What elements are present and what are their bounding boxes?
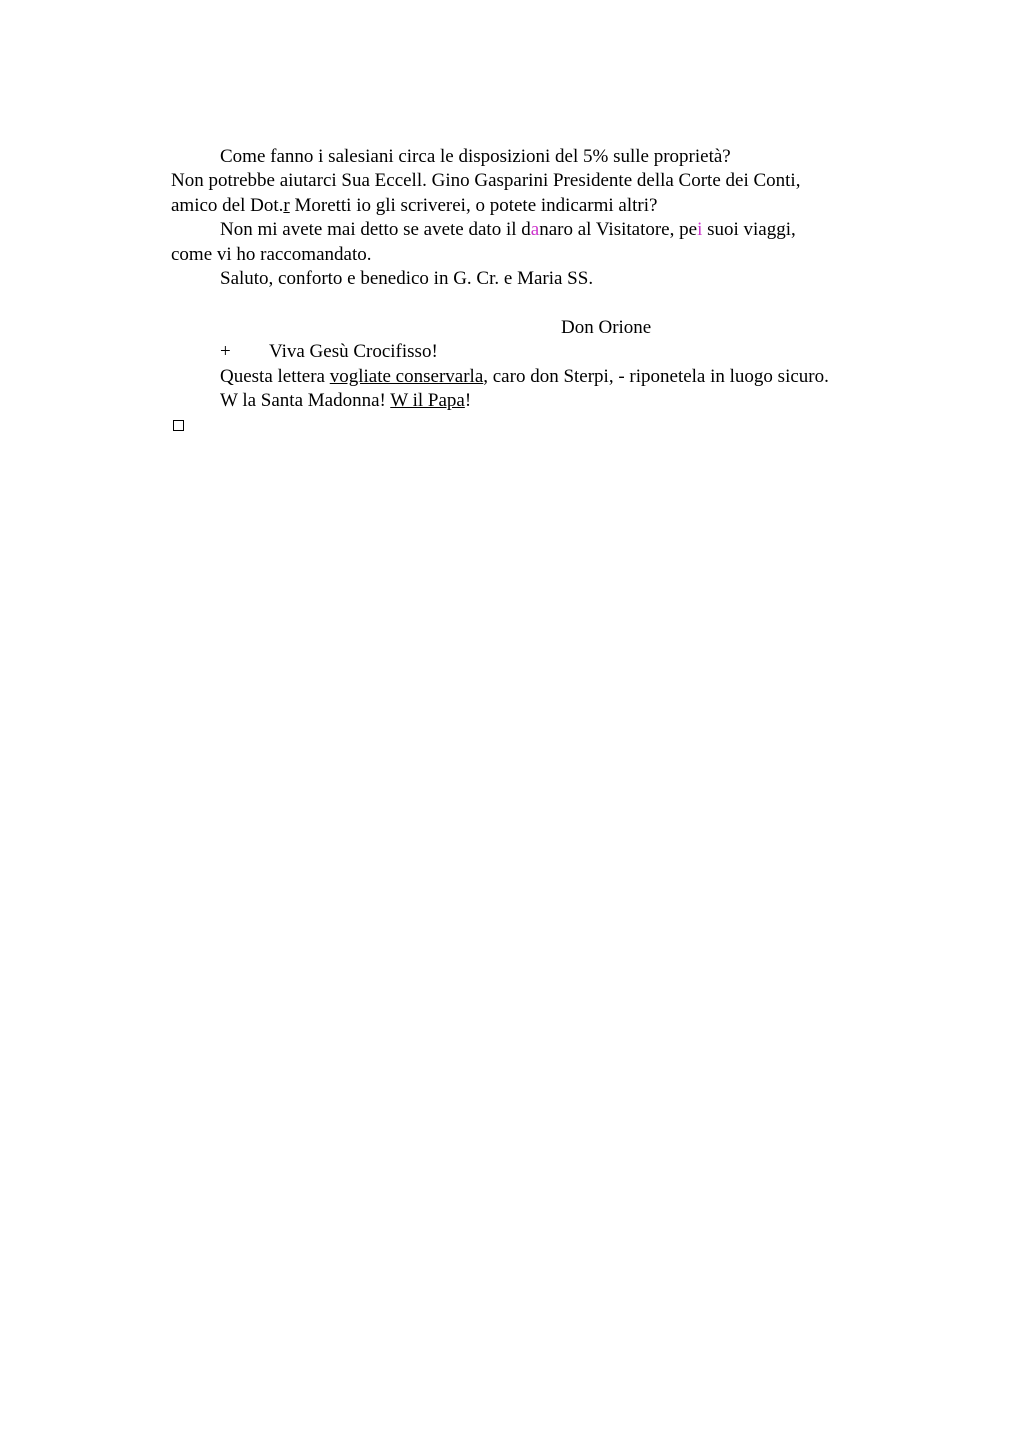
raccomandato-text: come vi ho raccomandato. [171,243,372,265]
conservarla-underlined: vogliate conservarla [329,365,484,387]
signature-text: Don Orione [561,316,652,338]
madonna-text-a: W la Santa Madonna! [220,389,391,411]
paragraph-gasparini-line-2 [171,194,891,218]
papa-underlined: W il Papa [390,389,465,411]
paragraph-salesiani [171,145,891,169]
paragraph-visitatore-line-1 [171,218,891,242]
conservarla-text-a: Questa lettera [220,365,330,387]
visitatore-text-c: suoi viaggi, [702,219,796,241]
moretti-text-b: Moretti io gli scriverei, o potete indicarmi altri? [289,194,658,216]
square-box-icon [173,420,184,431]
end-marker-line [171,413,891,437]
letter-body [171,145,891,438]
cross-symbol: + [220,341,231,363]
paragraph-gasparini-text: Non potrebbe aiutarci Sua Eccell. Gino Gasparini Presidente della Corte dei Conti, [171,170,801,192]
postscript-viva [171,340,891,364]
paragraph-gasparini-line-1 [171,169,891,193]
dottore-abbreviation: r [283,194,290,216]
visitatore-text-a: Non mi avete mai detto se avete dato il d [220,219,531,241]
highlighted-letter-a: a [530,219,540,241]
paragraph-saluto [171,267,891,291]
signature [171,316,891,340]
saluto-text: Saluto, conforto e benedico in G. Cr. e Maria SS. [220,267,594,289]
paragraph-visitatore-line-2 [171,243,891,267]
paragraph-salesiani-text: Come fanno i salesiani circa le disposizioni del 5% sulle proprietà? [220,146,731,167]
postscript-madonna [171,389,891,413]
conservarla-text-b: , caro don Sterpi, - riponetela in luogo sicuro. [483,365,829,387]
blank-line [171,291,891,315]
viva-text: Viva Gesù Crocifisso! [269,341,438,363]
moretti-text-a: amico del Dot. [171,194,284,216]
highlighted-letter-i: i [697,219,703,241]
madonna-text-b: ! [464,389,472,411]
postscript-conservarla [171,365,891,389]
visitatore-text-b: naro al Visitatore, pe [539,219,698,241]
